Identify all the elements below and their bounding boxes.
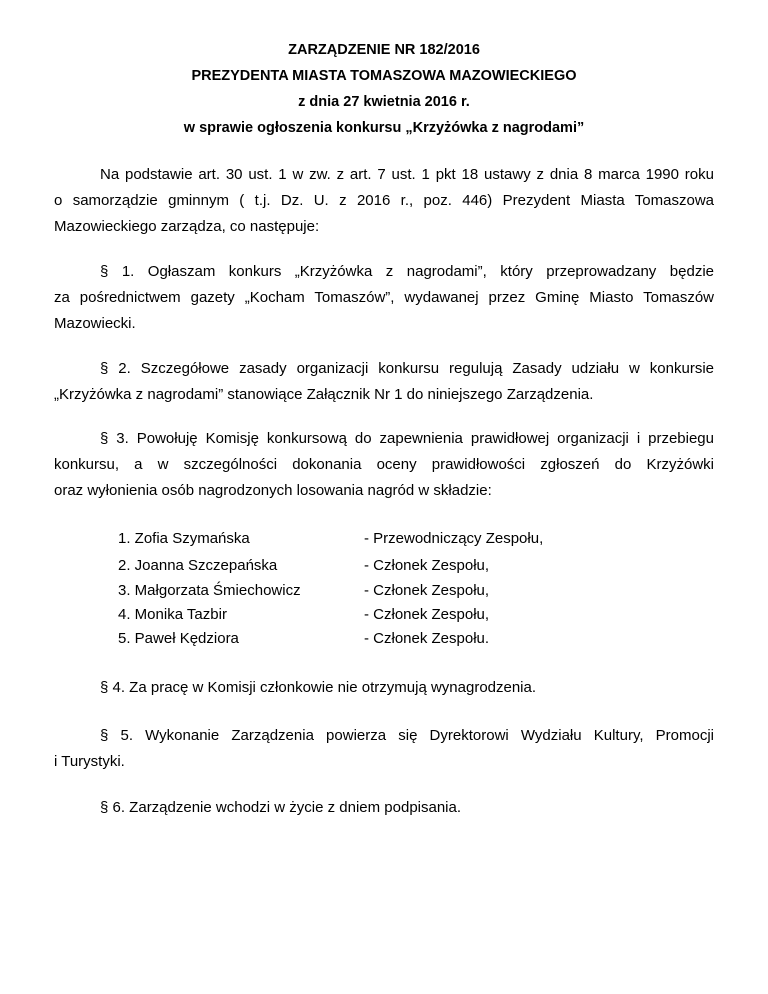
- member-name: 2. Joanna Szczepańska: [118, 557, 278, 574]
- document-date: z dnia 27 kwietnia 2016 r.: [298, 94, 470, 110]
- paragraph-line: § 2. Szczegółowe zasady organizacji konkursu regulują Zasady udziału w konkursie: [100, 360, 714, 377]
- paragraph-5: [54, 723, 714, 775]
- intro-line: Mazowieckiego zarządza, co następuje:: [54, 218, 320, 235]
- member-row: [54, 606, 714, 626]
- member-row: [54, 582, 714, 602]
- paragraph-line: „Krzyżówka z nagrodami” stanowiące Załącznik Nr 1 do niniejszego Zarządzenia.: [54, 386, 594, 403]
- member-row: [54, 630, 714, 650]
- paragraph-3: [54, 426, 714, 504]
- paragraph-line: oraz wyłonienia osób nagrodzonych losowania nagród w składzie:: [54, 482, 492, 499]
- member-role: - Członek Zespołu,: [364, 582, 490, 599]
- member-role: - Członek Zespołu,: [364, 557, 490, 574]
- member-name: 1. Zofia Szymańska: [118, 530, 250, 547]
- paragraph-line: § 4. Za pracę w Komisji członkowie nie otrzymują wynagrodzenia.: [100, 679, 537, 696]
- member-role: - Przewodniczący Zespołu,: [364, 530, 544, 547]
- paragraph-line: i Turystyki.: [54, 753, 125, 770]
- paragraph-1: [54, 259, 714, 337]
- paragraph-6: [54, 795, 714, 821]
- document-subject: w sprawie ogłoszenia konkursu „Krzyżówka z nagrodami”: [183, 120, 585, 136]
- intro-line: Na podstawie art. 30 ust. 1 w zw. z art. 7 ust. 1 pkt 18 ustawy z dnia 8 marca 1990 roku: [100, 166, 714, 183]
- document-title: ZARZĄDZENIE NR 182/2016: [288, 42, 480, 58]
- paragraph-2: [54, 356, 714, 408]
- intro-paragraph: [54, 162, 714, 240]
- paragraph-line: Mazowiecki.: [54, 315, 136, 332]
- paragraph-line: § 1. Ogłaszam konkurs „Krzyżówka z nagrodami”, który przeprowadzany będzie: [100, 263, 714, 280]
- member-name: 4. Monika Tazbir: [118, 606, 227, 623]
- member-name: 5. Paweł Kędziora: [118, 630, 239, 647]
- paragraph-line: konkursu, a w szczególności dokonania oceny prawidłowości zgłoszeń do Krzyżówki: [54, 456, 714, 473]
- member-row: [54, 557, 714, 577]
- paragraph-line: § 6. Zarządzenie wchodzi w życie z dniem podpisania.: [100, 799, 462, 816]
- member-row: [54, 530, 714, 550]
- paragraph-line: § 3. Powołuję Komisję konkursową do zapewnienia prawidłowej organizacji i przebiegu: [100, 430, 714, 447]
- paragraph-line: za pośrednictwem gazety „Kocham Tomaszów”, wydawanej przez Gminę Miasto Tomaszów: [54, 289, 714, 306]
- member-role: - Członek Zespołu,: [364, 606, 490, 623]
- member-role: - Członek Zespołu.: [364, 630, 490, 647]
- member-name: 3. Małgorzata Śmiechowicz: [118, 582, 301, 599]
- document-issuer: PREZYDENTA MIASTA TOMASZOWA MAZOWIECKIEGO: [191, 68, 577, 84]
- paragraph-4: [54, 675, 714, 701]
- intro-line: o samorządzie gminnym ( t.j. Dz. U. z 2016 r., poz. 446) Prezydent Miasta Tomaszowa: [54, 192, 714, 209]
- paragraph-line: § 5. Wykonanie Zarządzenia powierza się Dyrektorowi Wydziału Kultury, Promocji: [100, 727, 714, 744]
